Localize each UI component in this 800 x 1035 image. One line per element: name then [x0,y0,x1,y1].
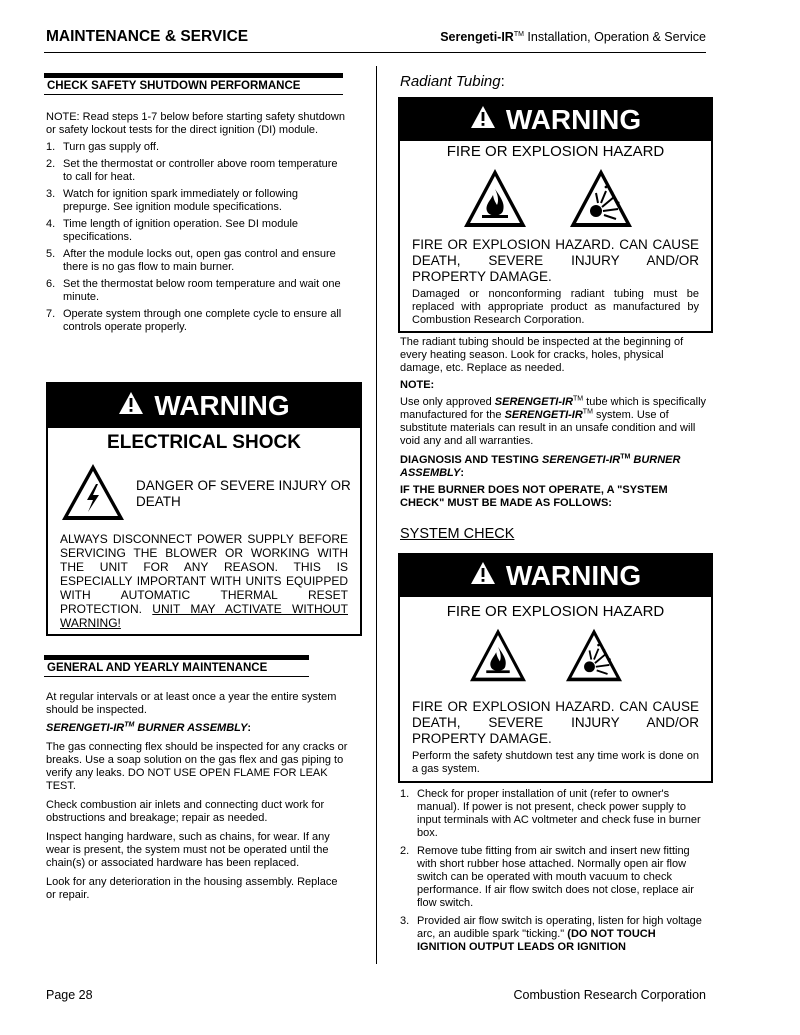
warning-triangle-icon [470,560,496,592]
list-item: 1. Turn gas supply off. [46,141,159,153]
warning-body: ALWAYS DISCONNECT POWER SUPPLY BEFORE SERVICING THE BLOWER OR WORKING WITH THE UNIT FOR ANY REASON. THIS IS ESPECIALLY IMPORTANT WITH UNITS EQUIPPED WITH AUTOMATIC THERMAL RESET PROTECTION. UNIT MAY ACTIVATE WITHOUT WARNING! [60,532,348,630]
maintenance-gas-flex: The gas connecting flex should be inspected for any cracks or breaks. Use a soap solution on the gas flex and gas piping to verify any leaks. DO NOT USE OPEN FLAME FOR LEAK TEST. [46,741,348,792]
general-maintenance-heading: GENERAL AND YEARLY MAINTENANCE [44,660,309,676]
system-check-section [400,788,706,958]
electrical-shock-warning [46,382,362,636]
safety-note: NOTE: Read steps 1-7 below before starting safety shutdown or safety lockout tests for the direct ignition (DI) module. [46,111,345,136]
warning-triangle-icon [118,390,144,422]
section-title: MAINTENANCE & SERVICE [46,28,249,45]
document-subtitle: Installation, Operation & Service [523,30,706,44]
list-item: 3. Watch for ignition spark immediately or following prepurge. See ignition module specifications. [46,188,298,213]
radiant-tubing-section [400,336,706,510]
hazard-statement: FIRE OR EXPLOSION HAZARD. CAN CAUSE DEATH, SEVERE INJURY AND/OR PROPERTY DAMAGE. [412,699,699,746]
maintenance-hardware: Inspect hanging hardware, such as chains, for wear. If any wear is present, the system must not be operated until the chain(s) or associated hardware has been replaced. [46,831,330,869]
list-item: 2. Remove tube fitting from air switch and insert new fitting with short rubber hose attached. Normally open air flow switch can be operated with mouth vacuum to check performance. If air flow switch does not close, replace air flow switch. [400,845,694,909]
maintenance-intro: At regular intervals or at least once a year the entire system should be inspected. [46,691,337,716]
hazard-title: ELECTRICAL SHOCK [107,432,301,453]
list-item: 4. Time length of ignition operation. See DI module specifications. [46,218,299,243]
explosion-hazard-icon [568,167,634,234]
system-check-instruction: IF THE BURNER DOES NOT OPERATE, A "SYSTEM CHECK" MUST BE MADE AS FOLLOWS: [400,484,668,509]
tubing-inspection: The radiant tubing should be inspected at the beginning of every heating season. Look for cracks, holes, physical damage, etc. Replace as needed. [400,336,684,374]
list-item: 7. Operate system through one complete cycle to ensure all controls operate properly. [46,308,342,333]
system-check-heading: SYSTEM CHECK [400,526,515,542]
note-body: Use only approved SERENGETI-IR™ tube which is specifically manufactured for the SERENGETI-IR™ system. Use of substitute materials can result in an unsafe condition and will void any and all warranties. [400,395,707,447]
hazard-title: FIRE OR EXPLOSION HAZARD [446,603,665,620]
fire-explosion-warning-2 [398,553,713,783]
radiant-tubing-heading: Radiant Tubing: [400,73,505,90]
list-item: 3. Provided air flow switch is operating, listen for high voltage arc, an audible spark "ticking." (DO NOT TOUCH IGNITION OUTPUT LEADS OR IGNITION [400,915,702,953]
list-item: 5. After the module locks out, open gas control and ensure there is no gas flow to main burner. [46,248,336,273]
flame-hazard-icon [468,627,528,688]
column-divider [376,66,377,964]
list-item: 6. Set the thermostat below room temperature and wait one minute. [46,278,341,303]
safety-steps-list [46,141,346,334]
maintenance-housing: Look for any deterioration in the housing assembly. Replace or repair. [46,876,338,901]
burner-assembly-label: SERENGETI-IR™ BURNER ASSEMBLY: [46,721,252,734]
list-item: 2. Set the thermostat or controller above room temperature to call for heat. [46,158,338,183]
flame-hazard-icon [462,167,528,234]
system-check-steps [400,788,706,954]
hazard-title: FIRE OR EXPLOSION HAZARD [446,143,665,160]
diagnosis-heading: DIAGNOSIS AND TESTING SERENGETI-IR™ BURNER ASSEMBLY: [400,453,681,479]
safety-shutdown-section [46,111,346,338]
fire-explosion-warning-1 [398,97,713,333]
warning-label: WARNING [505,560,642,591]
explosion-hazard-icon [564,627,624,688]
footer-company: Combustion Research Corporation [513,988,706,1002]
hazard-detail: Perform the safety shutdown test any time work is done on a gas system. [412,750,699,775]
hazard-detail: Damaged or nonconforming radiant tubing must be replaced with appropriate product as manufactured by Combustion Research Corporation. [412,288,699,326]
warning-banner [400,99,711,141]
maintenance-air-inlets: Check combustion air inlets and connecting duct work for obstructions and breakage; repair as needed. [46,799,325,824]
list-item: 1. Check for proper installation of unit (refer to owner's manual). If power is not present, check power supply to input terminals with AC voltmeter and check fuse in burner box. [400,788,701,839]
warning-triangle-icon [470,104,496,136]
warning-banner [400,555,711,597]
general-maintenance-section [46,691,350,902]
page-number: Page 28 [46,988,93,1002]
hazard-statement: FIRE OR EXPLOSION HAZARD. CAN CAUSE DEATH, SEVERE INJURY AND/OR PROPERTY DAMAGE. [412,237,699,284]
trademark: TM [513,30,524,38]
header-rule [44,52,706,53]
warning-label: WARNING [154,390,290,421]
danger-text: DANGER OF SEVERE INJURY OR DEATH [136,478,351,509]
warning-label: WARNING [505,104,642,135]
note-label: NOTE: [400,379,435,391]
warning-banner [48,384,360,428]
document-title [440,30,706,44]
electric-shock-icon [60,462,126,527]
safety-shutdown-heading: CHECK SAFETY SHUTDOWN PERFORMANCE [44,78,343,94]
brand-name: Serengeti-IR [440,30,514,44]
